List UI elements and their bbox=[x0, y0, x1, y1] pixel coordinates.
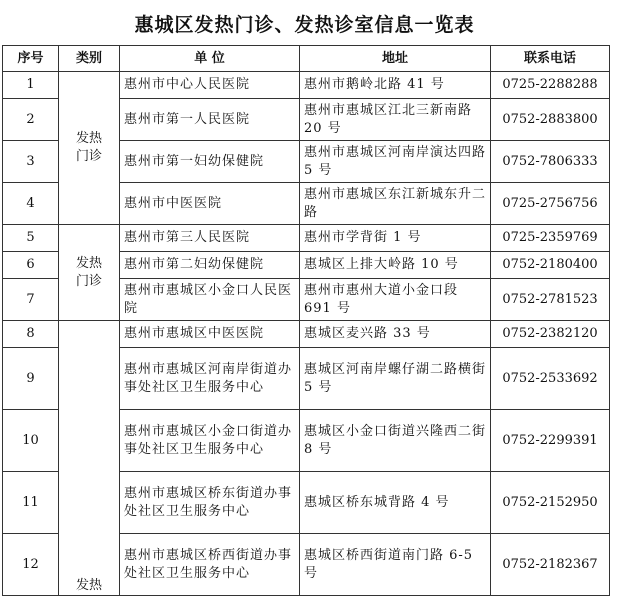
row-unit: 惠州市第三人民医院 bbox=[120, 225, 300, 252]
row-no: 7 bbox=[3, 279, 59, 321]
row-phone: 0752-2180400 bbox=[491, 252, 610, 279]
row-no: 10 bbox=[3, 410, 59, 472]
row-phone: 0752-2182367 bbox=[491, 534, 610, 596]
fever-clinic-table bbox=[2, 45, 610, 596]
row-phone: 0725-2288288 bbox=[491, 72, 610, 99]
category-label: 发热 门诊 bbox=[75, 131, 102, 164]
row-address: 惠州市惠州大道小金口段 691 号 bbox=[300, 279, 491, 321]
row-no: 12 bbox=[3, 534, 59, 596]
row-no: 3 bbox=[3, 141, 59, 183]
row-phone: 0725-2756756 bbox=[491, 183, 610, 225]
row-unit: 惠州市惠城区桥西街道办事处社区卫生服务中心 bbox=[120, 534, 300, 596]
row-unit: 惠州市中医医院 bbox=[120, 183, 300, 225]
row-phone: 0752-2382120 bbox=[491, 321, 610, 348]
category-cell bbox=[59, 321, 120, 596]
row-address: 惠城区麦兴路 33 号 bbox=[300, 321, 491, 348]
row-unit: 惠州市第一人民医院 bbox=[120, 99, 300, 141]
row-address: 惠城区桥西街道南门路 6-5 号 bbox=[300, 534, 491, 596]
header-address: 地址 bbox=[300, 46, 491, 72]
row-unit: 惠州市惠城区河南岸街道办事处社区卫生服务中心 bbox=[120, 348, 300, 410]
category-cell bbox=[59, 72, 120, 225]
row-no: 2 bbox=[3, 99, 59, 141]
row-address: 惠州市惠城区东江新城东升二路 bbox=[300, 183, 491, 225]
row-address: 惠城区桥东城背路 4 号 bbox=[300, 472, 491, 534]
row-phone: 0725-2359769 bbox=[491, 225, 610, 252]
row-address: 惠州市惠城区河南岸演达四路 5 号 bbox=[300, 141, 491, 183]
row-no: 1 bbox=[3, 72, 59, 99]
category-label: 发热 bbox=[75, 578, 102, 593]
row-phone: 0752-2781523 bbox=[491, 279, 610, 321]
header-unit: 单 位 bbox=[120, 46, 300, 72]
row-unit: 惠州市惠城区小金口街道办事处社区卫生服务中心 bbox=[120, 410, 300, 472]
page-title: 惠城区发热门诊、发热诊室信息一览表 bbox=[134, 13, 475, 36]
category-cell bbox=[59, 225, 120, 321]
row-unit: 惠州市惠城区中医医院 bbox=[120, 321, 300, 348]
table-row bbox=[3, 321, 610, 348]
row-phone: 0752-2533692 bbox=[491, 348, 610, 410]
row-phone: 0752-7806333 bbox=[491, 141, 610, 183]
row-no: 11 bbox=[3, 472, 59, 534]
table-row bbox=[3, 225, 610, 252]
row-address: 惠城区上排大岭路 10 号 bbox=[300, 252, 491, 279]
row-unit: 惠州市惠城区桥东街道办事处社区卫生服务中心 bbox=[120, 472, 300, 534]
category-label: 发热 门诊 bbox=[75, 255, 102, 289]
row-address: 惠城区河南岸螺仔湖二路横街 5 号 bbox=[300, 348, 491, 410]
row-no: 9 bbox=[3, 348, 59, 410]
row-no: 6 bbox=[3, 252, 59, 279]
row-unit: 惠州市中心人民医院 bbox=[120, 72, 300, 99]
row-address: 惠州市惠城区江北三新南路 20 号 bbox=[300, 99, 491, 141]
row-no: 4 bbox=[3, 183, 59, 225]
row-unit: 惠州市第一妇幼保健院 bbox=[120, 141, 300, 183]
header-phone: 联系电话 bbox=[491, 46, 610, 72]
row-address: 惠州市鹅岭北路 41 号 bbox=[300, 72, 491, 99]
row-phone: 0752-2883800 bbox=[491, 99, 610, 141]
row-unit: 惠州市惠城区小金口人民医院 bbox=[120, 279, 300, 321]
header-no: 序号 bbox=[3, 46, 59, 72]
table-header-row bbox=[3, 46, 610, 72]
row-address: 惠城区小金口街道兴隆西二街 8 号 bbox=[300, 410, 491, 472]
row-phone: 0752-2299391 bbox=[491, 410, 610, 472]
row-unit: 惠州市第二妇幼保健院 bbox=[120, 252, 300, 279]
table-row bbox=[3, 72, 610, 99]
header-category: 类别 bbox=[59, 46, 120, 72]
row-phone: 0752-2152950 bbox=[491, 472, 610, 534]
row-no: 8 bbox=[3, 321, 59, 348]
row-no: 5 bbox=[3, 225, 59, 252]
row-address: 惠州市学背街 1 号 bbox=[300, 225, 491, 252]
